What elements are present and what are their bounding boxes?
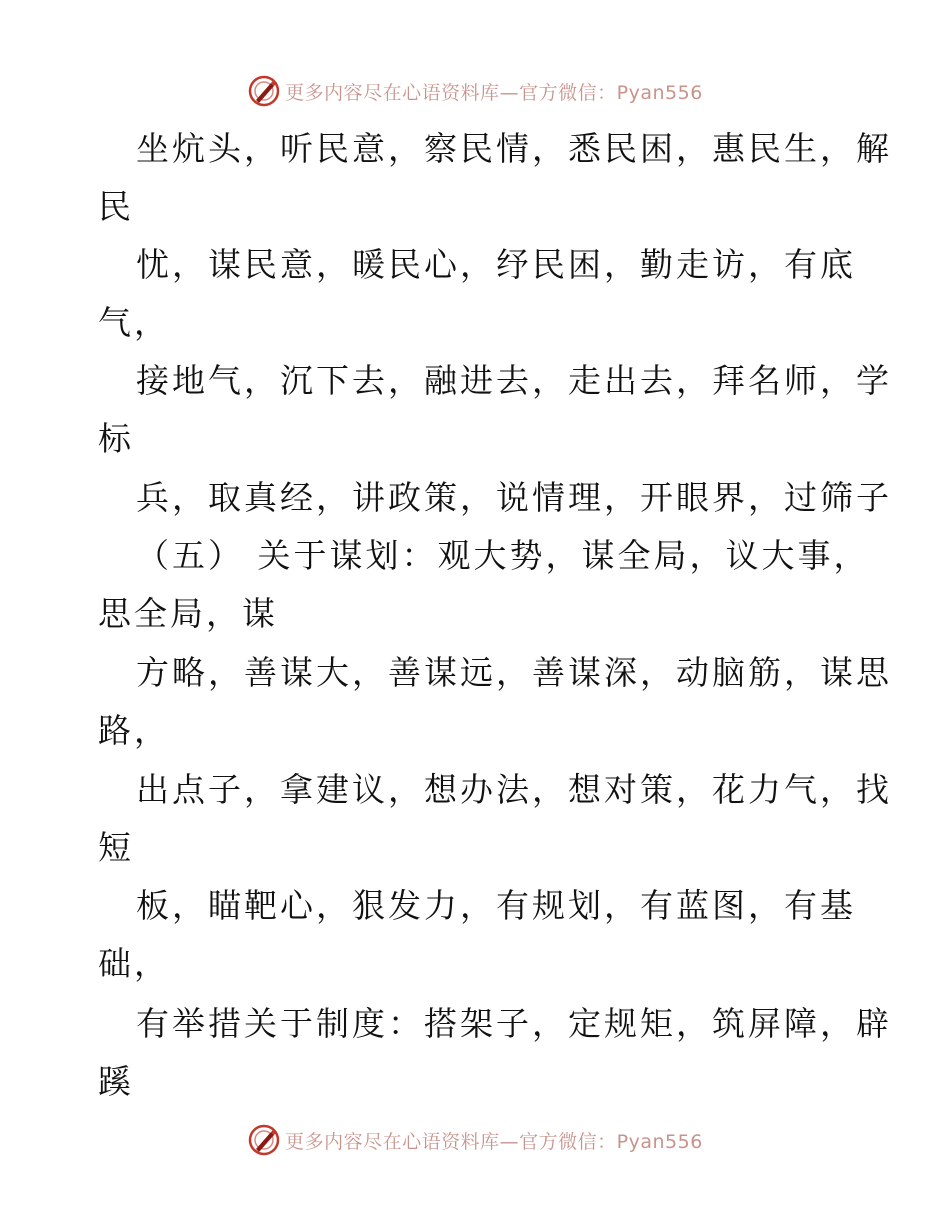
pen-logo-icon bbox=[247, 74, 281, 108]
text-line: 板，瞄靶心，狠发力，有规划，有蓝图，有基 bbox=[136, 886, 856, 925]
text-line: 气， bbox=[98, 303, 170, 342]
text-line: 标 bbox=[98, 419, 134, 458]
header-watermark bbox=[0, 71, 950, 111]
section-heading-line: （五） 关于谋划：观大势，谋全局，议大事， bbox=[136, 536, 870, 575]
text-line: 础， bbox=[98, 944, 170, 983]
text-line: 短 bbox=[98, 828, 134, 867]
text-line: 有举措关于制度：搭架子，定规矩，筑屏障，辟 bbox=[136, 1004, 892, 1043]
pen-logo-icon bbox=[247, 1123, 281, 1157]
watermark-text: 更多内容尽在心语资料库—官方微信：Pyan556 bbox=[285, 1130, 703, 1153]
text-line: 接地气，沉下去，融进去，走出去，拜名师，学 bbox=[136, 361, 892, 400]
text-line: 坐炕头，听民意，察民情，悉民困，惠民生，解 bbox=[136, 129, 892, 168]
text-line: 兵，取真经，讲政策，说情理，开眼界，过筛子 bbox=[136, 478, 892, 517]
text-line: 思全局，谋 bbox=[98, 594, 278, 633]
text-line: 蹊 bbox=[98, 1062, 134, 1101]
watermark-text: 更多内容尽在心语资料库—官方微信：Pyan556 bbox=[285, 81, 703, 104]
text-line: 民 bbox=[98, 187, 134, 226]
text-line: 出点子，拿建议，想办法，想对策，花力气，找 bbox=[136, 770, 892, 809]
text-line: 方略，善谋大，善谋远，善谋深，动脑筋，谋思 bbox=[136, 653, 892, 692]
text-line: 路， bbox=[98, 711, 170, 750]
footer-watermark bbox=[0, 1120, 950, 1160]
text-line: 忧，谋民意，暖民心，纾民困，勤走访，有底 bbox=[136, 245, 856, 284]
